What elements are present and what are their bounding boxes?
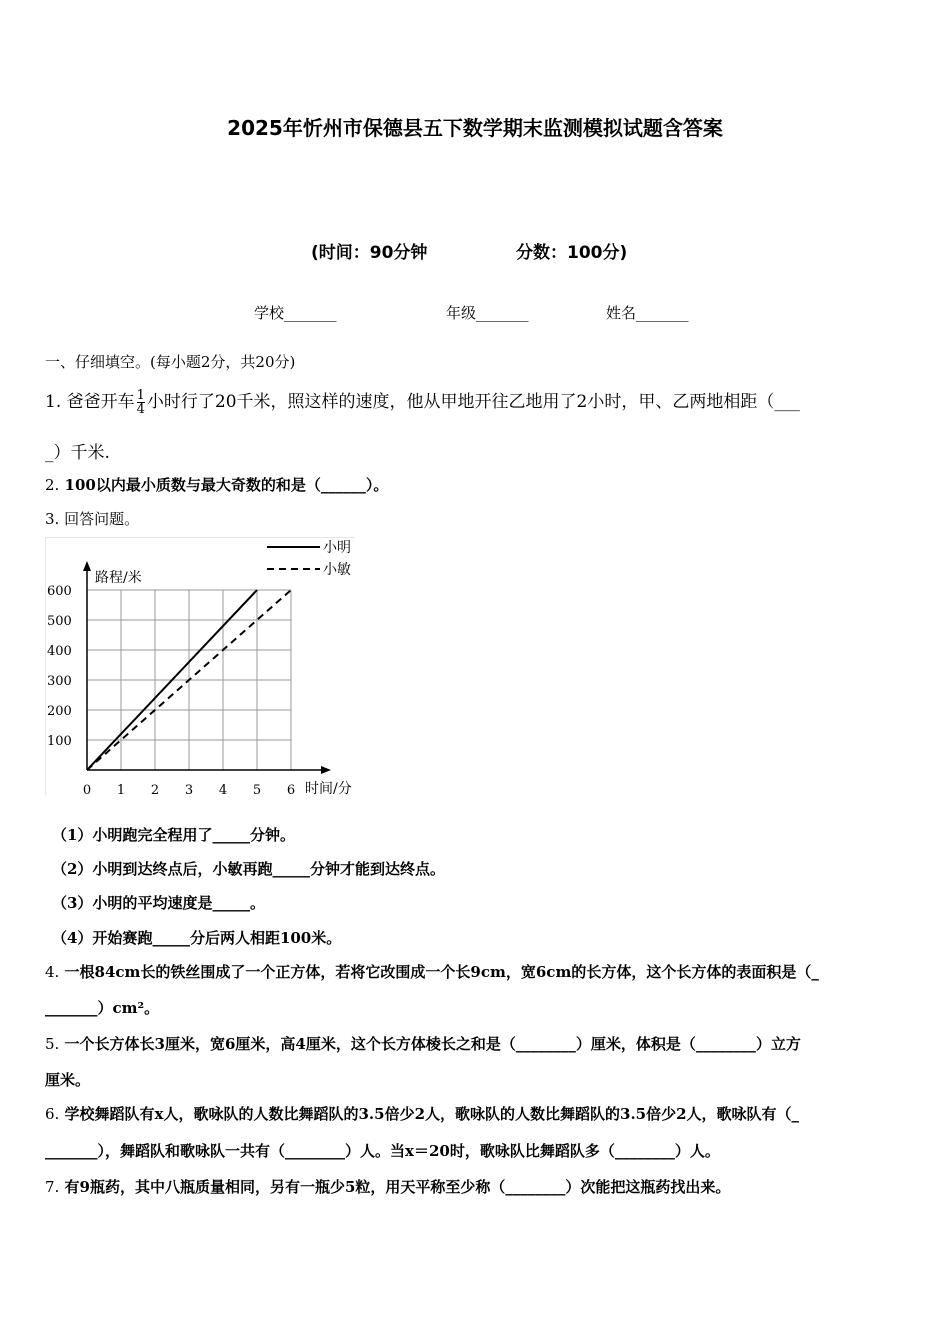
grade-field[interactable]: 年级_______	[446, 304, 529, 322]
legend-label: 小明	[323, 540, 351, 556]
question-text: 100以内最小质数与最大奇数的和是（______）。	[64, 476, 389, 494]
question-3-sub-3: （3）小明的平均速度是_____。	[52, 894, 265, 912]
question-number: 6.	[45, 1105, 60, 1123]
fraction-denominator: 4	[136, 402, 145, 417]
question-5	[45, 1033, 801, 1054]
question-text: 回答问题。	[64, 510, 140, 528]
x-axis-title: 时间/分	[305, 781, 352, 797]
question-text: 小时行了20千米，照这样的速度，他从甲地开往乙地用了2小时，甲、乙两地相距（___	[146, 392, 800, 412]
question-7	[45, 1176, 730, 1197]
exam-time: (时间：90分钟	[311, 243, 428, 263]
question-2	[45, 474, 388, 495]
question-text: 学校舞蹈队有x人，歌咏队的人数比舞蹈队的3.5倍少2人，歌咏队的人数比舞蹈队的3.5倍少2人，歌咏队有（_	[64, 1105, 800, 1123]
x-tick-label: 4	[218, 783, 228, 798]
question-1-cont: _）千米.	[45, 443, 110, 463]
exam-score: 分数：100分)	[516, 243, 628, 263]
name-field[interactable]: 姓名_______	[606, 304, 689, 322]
question-number: 7.	[45, 1178, 60, 1196]
y-axis-title: 路程/米	[95, 570, 142, 586]
question-6	[45, 1103, 799, 1124]
question-6-cont: _______），舞蹈队和歌咏队一共有（________）人。当x＝20时，歌咏队比舞蹈队多（________）人。	[45, 1142, 720, 1160]
section-heading: 一、仔细填空。(每小题2分，共20分)	[45, 353, 296, 371]
question-number: 4.	[45, 963, 60, 981]
y-tick-label: 100	[47, 734, 72, 749]
question-3-sub-1: （1）小明跑完全程用了_____分钟。	[52, 826, 295, 844]
y-tick-label: 600	[47, 584, 72, 599]
question-3	[45, 508, 139, 529]
fraction-numerator: 1	[136, 388, 145, 403]
question-3-sub-2: （2）小明到达终点后，小敏再跑_____分钟才能到达终点。	[52, 860, 445, 878]
fraction	[137, 389, 145, 416]
question-4	[45, 961, 819, 982]
x-tick-label: 0	[82, 783, 92, 798]
question-text: 一根84cm长的铁丝围成了一个正方体，若将它改围成一个长9cm，宽6cm的长方体，这个长方体的表面积是（_	[64, 963, 819, 981]
question-text: 爸爸开车	[66, 392, 135, 412]
question-number: 2.	[45, 476, 60, 494]
question-5-cont: 厘米。	[45, 1071, 91, 1089]
question-number: 3.	[45, 510, 60, 528]
page-title: 2025年忻州市保德县五下数学期末监测模拟试题含答案	[227, 116, 723, 140]
y-axis-arrow	[83, 561, 91, 571]
x-tick-label: 1	[116, 783, 126, 798]
x-tick-label: 3	[184, 783, 194, 798]
question-number: 1.	[45, 392, 62, 412]
question-text: 一个长方体长3厘米，宽6厘米，高4厘米，这个长方体棱长之和是（________）厘米，体积是（________）立方	[64, 1035, 801, 1053]
school-field[interactable]: 学校_______	[254, 304, 337, 322]
x-tick-label: 2	[150, 783, 160, 798]
question-text: 有9瓶药，其中八瓶质量相同，另有一瓶少5粒，用天平称至少称（________）次能把这瓶药找出来。	[64, 1178, 731, 1196]
distance-time-chart	[45, 537, 365, 799]
y-tick-label: 300	[47, 674, 72, 689]
y-tick-label: 400	[47, 644, 72, 659]
x-tick-label: 5	[252, 783, 262, 798]
y-tick-label: 200	[47, 704, 72, 719]
question-1	[45, 387, 800, 416]
question-4-cont: _______）cm²。	[45, 999, 160, 1017]
x-axis-arrow	[321, 766, 331, 774]
y-tick-label: 500	[47, 614, 72, 629]
x-tick-label: 6	[286, 783, 296, 798]
question-number: 5.	[45, 1035, 60, 1053]
legend-label: 小敏	[323, 562, 351, 578]
question-3-sub-4: （4）开始赛跑_____分后两人相距100米。	[52, 929, 342, 947]
